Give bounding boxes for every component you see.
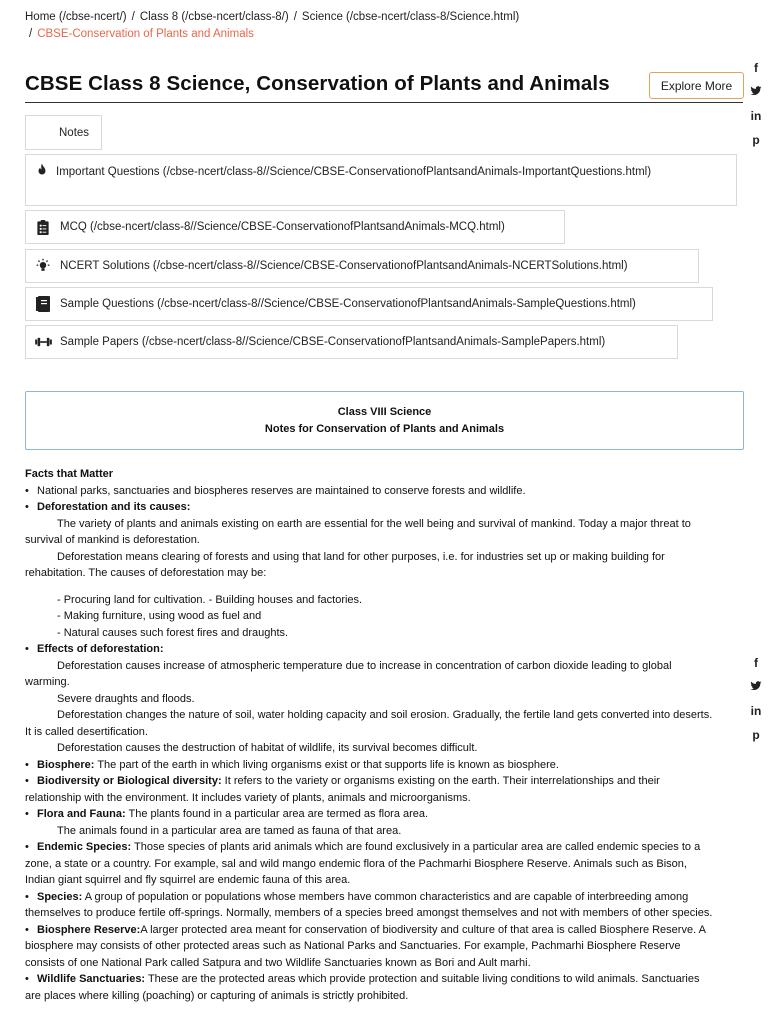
clipboard-list-icon	[34, 220, 52, 235]
breadcrumb	[25, 9, 625, 43]
resource-tabs	[25, 115, 745, 359]
dumbbell-icon	[34, 337, 52, 347]
fire-icon	[34, 163, 50, 178]
social-share-top	[748, 61, 764, 148]
tab-notes-label: Notes	[59, 126, 90, 139]
page-title: CBSE Class 8 Science, Conservation of Plants and Animals	[25, 72, 610, 95]
tab-mcq-label: MCQ (/cbse-ncert/class-8//Science/CBSE-ConservationofPlantsandAnimals-MCQ.html)	[60, 221, 505, 233]
linkedin-icon[interactable]: in	[750, 109, 762, 123]
tab-sample-questions[interactable]	[25, 287, 713, 321]
list-item: • Biosphere: The part of the earth in which living organisms exist or that supports life is known as biosphere.	[25, 758, 559, 771]
paragraph: Deforestation causes the destruction of habitat of wildlife, its survival becomes difficult.	[57, 742, 478, 754]
list-item: • Biodiversity or Biological diversity: It refers to the variety or organisms existing on the earth. Their interrelationships and their relationship with the environment. It includes variety of plants, animals and microorganisms.	[25, 775, 660, 804]
cause-item: - Natural causes such forest fires and draughts.	[57, 626, 289, 639]
cause-item: - Making furniture, using wood as fuel and	[57, 610, 262, 622]
list-item: • National parks, sanctuaries and biospheres reserves are maintained to conserve forests and wildlife.	[25, 484, 526, 497]
notes-subtitle: Notes for Conservation of Plants and Animals	[264, 423, 505, 435]
paragraph: Deforestation causes increase of atmospheric temperature due to increase in concentration of carbon dioxide leading to global warming.	[25, 659, 672, 688]
tab-sample-papers[interactable]	[25, 325, 678, 359]
tab-notes[interactable]	[25, 115, 102, 150]
breadcrumb-current[interactable]: CBSE-Conservation of Plants and Animals	[37, 28, 254, 40]
list-item: • Flora and Fauna: The plants found in a particular area are termed as flora area.	[25, 808, 429, 820]
facebook-icon[interactable]: f	[754, 656, 758, 670]
paragraph: The animals found in a particular area are tamed as fauna of that area.	[57, 824, 402, 837]
pinterest-icon[interactable]: p	[752, 133, 760, 147]
paragraph: Deforestation changes the nature of soil, water holding capacity and soil erosion. Gradually, the fertile land gets converted into deserts. It is called desertification.	[25, 709, 713, 738]
list-item: • Effects of deforestation:	[25, 643, 164, 655]
paragraph: The variety of plants and animals existing on earth are essential for the well being and survival of mankind. Today a major threat to survival of mankind is deforestation.	[25, 517, 691, 546]
list-item: • Wildlife Sanctuaries: These are the protected areas which provide protection and suitable living conditions to wild animals. Sanctuaries are places where killing (poaching) or capturing of animals is strictly prohibited.	[25, 973, 700, 1002]
notes-heading-box	[25, 391, 744, 450]
linkedin-icon[interactable]: in	[750, 704, 762, 718]
twitter-icon[interactable]	[750, 680, 762, 695]
breadcrumb-home[interactable]: Home (/cbse-ncert/)	[25, 11, 127, 23]
section-heading: Facts that Matter	[25, 468, 114, 480]
breadcrumb-separator: /	[293, 11, 297, 23]
paragraph: Severe draughts and floods.	[57, 692, 195, 705]
pinterest-icon[interactable]: p	[752, 728, 760, 742]
tab-important-questions[interactable]	[25, 154, 737, 206]
tab-important-questions-label: Important Questions (/cbse-ncert/class-8//Science/CBSE-ConservationofPlantsandAnimals-ImportantQuestions.html)	[56, 166, 652, 178]
lightbulb-icon	[34, 258, 52, 274]
notes-content	[25, 466, 715, 1004]
breadcrumb-subject[interactable]: Science (/cbse-ncert/class-8/Science.html)	[301, 11, 520, 23]
list-item: • Biosphere Reserve:A larger protected area meant for conservation of biodiversity and culture of that area is called Biosphere Reserve. A biosphere may consists of other protected areas such as National Parks and Sanctuaries. For example, Pachmarhi Biosphere Reserve consists of one National Park called Satpura and two Wildlife Sanctuaries known as Bori and Ault marhi.	[25, 923, 706, 969]
explore-more-button[interactable]: Explore More	[649, 72, 744, 99]
facebook-icon[interactable]: f	[754, 61, 758, 75]
tab-ncert-solutions[interactable]	[25, 249, 699, 283]
list-item: • Species: A group of population or populations whose members have common characteristics and are capable of interbreeding among themselves to produce fertile off-springs. Normally, members of a species breed amongst themselves and not with members of other species.	[25, 890, 713, 919]
list-item: • Endemic Species: Those species of plants arid animals which are found exclusively in a particular area are called endemic species to a zone, a state or a country. For example, sal and wild mango endemic flora of the Pachmarhi Biosphere Reserve. Animals such as Bison, Indian giant squirrel and fly squirrel are endemic fauna of this area.	[25, 841, 701, 886]
breadcrumb-separator: /	[131, 11, 135, 23]
social-share-bottom	[748, 656, 764, 743]
breadcrumb-class[interactable]: Class 8 (/cbse-ncert/class-8/)	[139, 11, 289, 23]
notes-class-title: Class VIII Science	[337, 406, 432, 418]
tab-sample-papers-label: Sample Papers (/cbse-ncert/class-8//Science/CBSE-ConservationofPlantsandAnimals-SamplePapers.html)	[60, 336, 606, 348]
twitter-icon[interactable]	[750, 85, 762, 100]
cause-item: - Procuring land for cultivation. - Building houses and factories.	[57, 593, 363, 606]
tab-mcq[interactable]	[25, 210, 565, 244]
breadcrumb-separator: /	[29, 28, 33, 40]
book-icon	[34, 296, 52, 312]
title-divider	[25, 102, 743, 103]
list-item: • Deforestation and its causes:	[25, 501, 191, 513]
tab-sample-questions-label: Sample Questions (/cbse-ncert/class-8//Science/CBSE-ConservationofPlantsandAnimals-SampleQuestions.html)	[60, 298, 636, 310]
paragraph: Deforestation means clearing of forests and using that land for other purposes, i.e. for industries set up or making building for rehabitation. The causes of deforestation may be:	[25, 550, 665, 579]
tab-ncert-solutions-label: NCERT Solutions (/cbse-ncert/class-8//Science/CBSE-ConservationofPlantsandAnimals-NCERTSolutions.html)	[60, 260, 628, 272]
